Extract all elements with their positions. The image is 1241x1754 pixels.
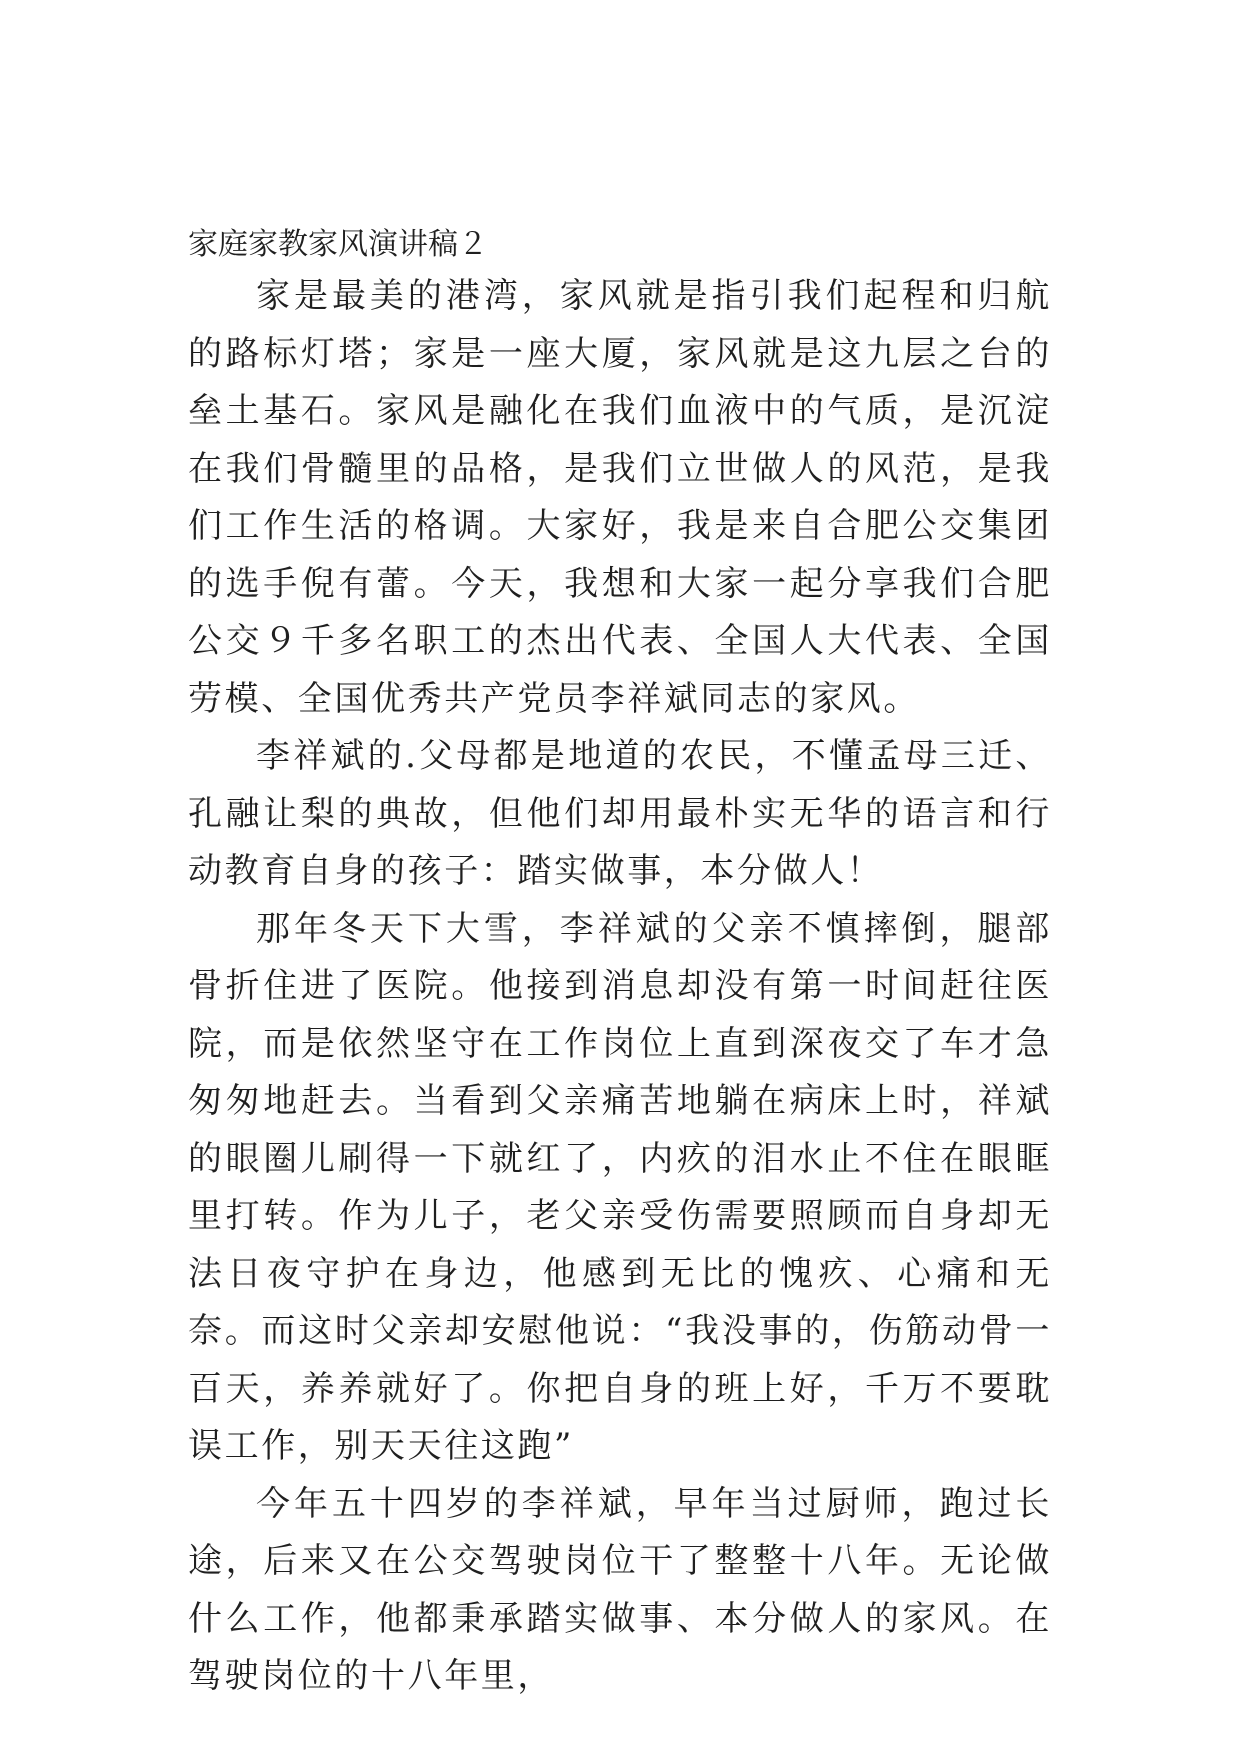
paragraph-1: 家是最美的港湾，家风就是指引我们起程和归航的路标灯塔；家是一座大厦，家风就是这九层之台的垒土基石。家风是融化在我们血液中的气质，是沉淀在我们骨髓里的品格，是我们立世做人的风范，是我们工作生活的格调。大家好，我是来自合肥公交集团的选手倪有蕾。今天，我想和大家一起分享我们合肥公交９千多名职工的杰出代表、全国人大代表、全国劳模、全国优秀共产党员李祥斌同志的家风。 [188, 276, 1052, 719]
document-title: 家庭家教家风演讲稿２ [188, 227, 488, 262]
paragraph-3: 那年冬天下大雪，李祥斌的父亲不慎摔倒，腿部骨折住进了医院。他接到消息却没有第一时间赶往医院，而是依然坚守在工作岗位上直到深夜交了车才急匆匆地赶去。当看到父亲痛苦地躺在病床上时，祥斌的眼圈儿刷得一下就红了，内疚的泪水止不住在眼眶里打转。作为儿子，老父亲受伤需要照顾而自身却无法日夜守护在身边，他感到无比的愧疚、心痛和无奈。而这时父亲却安慰他说：“我没事的，伤筋动骨一百天，养养就好了。你把自身的班上好，千万不要耽误工作，别天天往这跑” [188, 908, 1052, 1466]
paragraph-4: 今年五十四岁的李祥斌，早年当过厨师，跑过长途，后来又在公交驾驶岗位干了整整十八年。无论做什么工作，他都秉承踏实做事、本分做人的家风。在驾驶岗位的十八年里， [188, 1483, 1052, 1696]
paragraph-2: 李祥斌的.父母都是地道的农民，不懂孟母三迁、孔融让梨的典故，但他们却用最朴实无华的语言和行动教育自身的孩子：踏实做事，本分做人！ [188, 736, 1052, 891]
document-body [188, 222, 1052, 1706]
